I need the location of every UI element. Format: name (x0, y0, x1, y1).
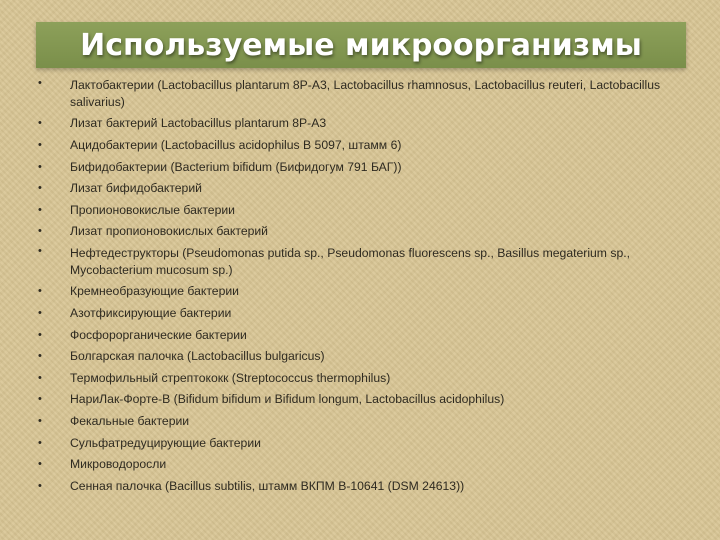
list-item-text: Пропионовокислые бактерии (70, 202, 235, 217)
bullet-icon: • (38, 393, 42, 406)
list-item-text: Лизат бактерий Lactobacillus plantarum 8Р-А3 (70, 116, 327, 131)
list-item (38, 433, 678, 455)
list-item-text: Фосфорорганические бактерии (70, 327, 247, 342)
list-item-text: Микроводоросли (70, 457, 167, 472)
list-item (38, 135, 678, 157)
list-item (38, 303, 678, 325)
list-item-text: Кремнеобразующие бактерии (70, 284, 239, 299)
list-item-text: Азотфиксирующие бактерии (70, 305, 232, 320)
list-item (38, 157, 678, 179)
list-item-text: Нефтедеструкторы (Pseudomonas putida sp., Pseudomonas fluorescens sp., Basillus megaterium sp., Mycobacterium mucosum sp.) (70, 245, 630, 278)
bullet-icon: • (38, 458, 42, 471)
list-item-text: Фекальные бактерии (70, 413, 190, 428)
list-item (38, 346, 678, 368)
list-item (38, 411, 678, 433)
bullet-icon: • (38, 203, 42, 216)
list-item (38, 368, 678, 390)
title-banner (36, 22, 686, 68)
list-item-text: Лизат бифидобактерий (70, 181, 202, 196)
list-item-text: Лактобактерии (Lactobacillus plantarum 8Р-А3, Lactobacillus rhamnosus, Lactobacillus reuteri, Lactobacillus salivarius) (70, 78, 661, 110)
slide-title: Используемые микроорганизмы (80, 27, 642, 63)
list-item-text: Болгарская палочка (Lactobacillus bulgaricus) (70, 349, 325, 364)
bullet-icon: • (38, 244, 42, 257)
bullet-icon: • (38, 117, 42, 130)
bullet-icon: • (38, 77, 42, 89)
bullet-icon: • (38, 139, 42, 151)
list-item (38, 113, 678, 135)
bullet-icon: • (38, 328, 42, 341)
list-item (38, 325, 678, 347)
list-item (38, 178, 678, 200)
bullet-icon: • (38, 414, 42, 427)
list-item (38, 389, 678, 411)
list-item (38, 454, 678, 476)
list-item (38, 221, 678, 243)
bullet-icon: • (38, 285, 42, 298)
list-item-text: НариЛак-Форте-В (Bifidum bifidum и Bifidum longum, Lactobacillus acidophilus) (70, 392, 505, 407)
list-item-text: Сенная палочка (Bacillus subtilis, штамм ВКПМ В-10641 (DSM 24613)) (70, 478, 465, 493)
bullet-icon: • (38, 479, 42, 492)
bullet-icon: • (38, 350, 42, 363)
bullet-icon: • (38, 160, 42, 173)
bullet-icon: • (38, 371, 42, 384)
bullet-icon: • (38, 225, 42, 238)
list-item-text: Термофильный стрептококк (Streptococcus thermophilus) (70, 370, 391, 385)
list-item-text: Ацидобактерии (Lactobacillus acidophilus В 5097, штамм 6) (70, 138, 402, 152)
list-item-text: Сульфатредуцирующие бактерии (70, 435, 261, 450)
bullet-icon: • (38, 436, 42, 449)
list-item-text: Бифидобактерии (Bacterium bifidum (Бифидогум 791 БАГ)) (70, 159, 402, 174)
list-item-text: Лизат пропионовокислых бактерий (70, 224, 268, 239)
list-item (38, 200, 678, 222)
list-item (38, 476, 678, 498)
list-item (38, 281, 678, 303)
bullet-icon: • (38, 306, 42, 319)
list-item (38, 243, 678, 281)
bullet-icon: • (38, 182, 42, 195)
list-item (38, 75, 678, 113)
microorganism-list (38, 75, 678, 497)
